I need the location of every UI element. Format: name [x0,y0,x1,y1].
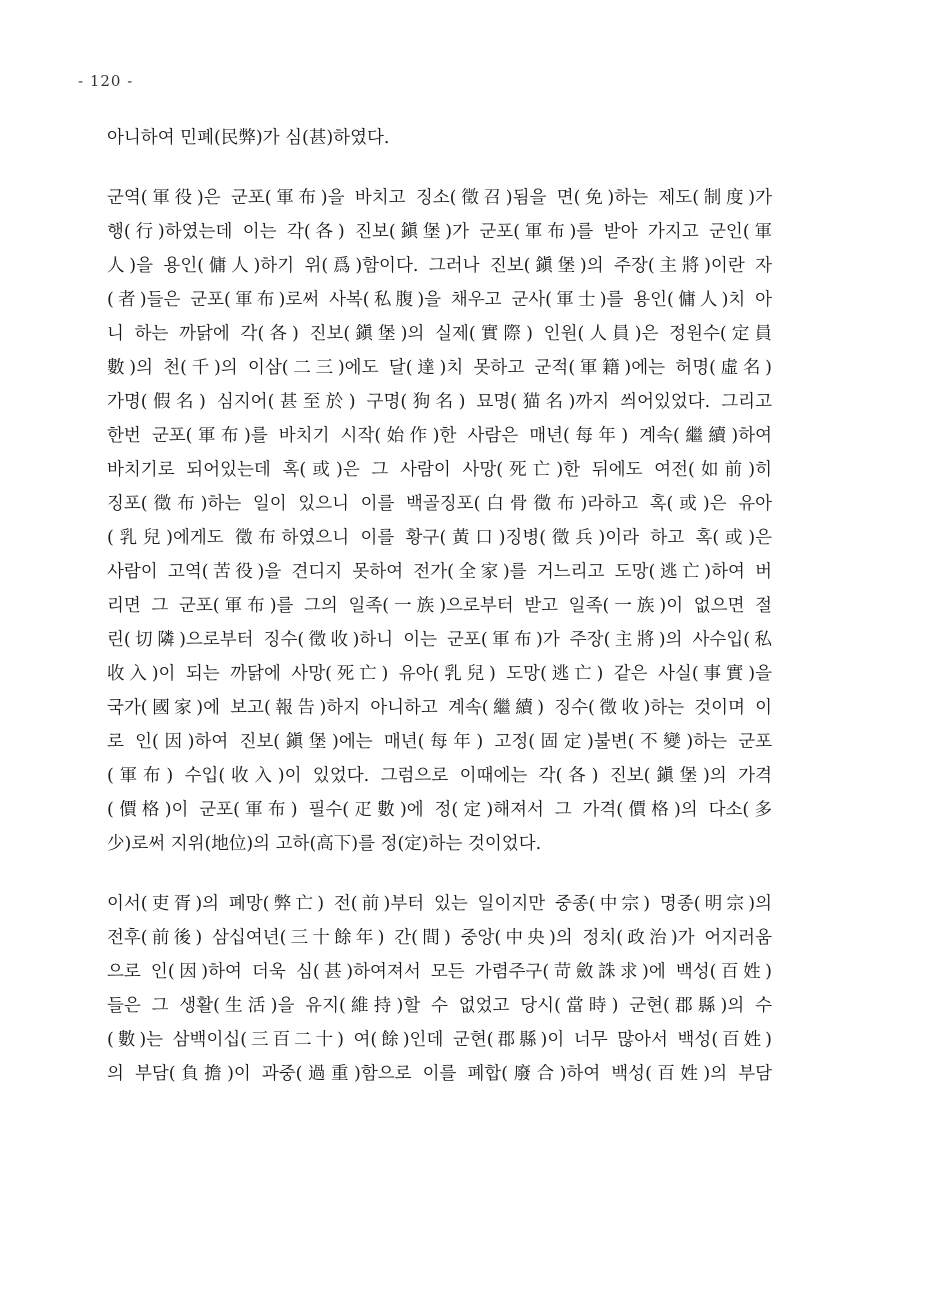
text-line: 人)을 용인(傭人)하기 위(爲)함이다. 그러나 진보(鎭堡)의 주장(主將)이란 자 [107,256,772,276]
text-line: 收入)이 되는 까닭에 사망(死亡) 유아(乳兒) 도망(逃亡) 같은 사실(事實)을 [107,664,772,684]
paragraph [107,121,772,155]
text-line: 행(行)하였는데 이는 각(各) 진보(鎭堡)가 군포(軍布)를 받아 가지고 군인(軍 [107,222,772,242]
page-number: - 120 - [78,72,134,90]
paragraph [107,887,772,1091]
text-line: 아니하여 민폐(民弊)가 심(甚)하였다. [107,128,390,148]
text-line: (者)들은 군포(軍布)로써 사복(私腹)을 채우고 군사(軍士)를 용인(傭人)치 아 [107,290,772,310]
text-line: 들은 그 생활(生活)을 유지(維持)할 수 없었고 당시(當時) 군현(郡縣)의 수 [107,996,772,1016]
text-line: (乳兒)에게도 徵布하였으니 이를 황구(黃口)징병(徵兵)이라 하고 혹(或)은 [107,528,772,548]
text-line: 으로 인(因)하여 더욱 심(甚)하여져서 모든 가렴주구(苛斂誅求)에 백성(百姓) [107,962,772,982]
text-line: 한번 군포(軍布)를 바치기 시작(始作)한 사람은 매년(每年) 계속(繼續)하여 [107,426,772,446]
text-line: 數)의 천(千)의 이삼(二三)에도 달(達)치 못하고 군적(軍籍)에는 허명(虛名) [107,358,772,378]
text-line: 이서(吏胥)의 폐망(弊亡) 전(前)부터 있는 일이지만 중종(中宗) 명종(明宗)의 [107,894,772,914]
text-line: 징포(徵布)하는 일이 있으니 이를 백골징포(白骨徵布)라하고 혹(或)은 유아 [107,494,772,514]
text-line: 니 하는 까닭에 각(各) 진보(鎭堡)의 실제(實際) 인원(人員)은 정원수(定員 [107,324,772,344]
text-line: (軍布) 수입(收入)이 있었다. 그럼으로 이때에는 각(各) 진보(鎭堡)의 가격 [107,766,772,786]
text-line: 사람이 고역(苦役)을 견디지 못하여 전가(全家)를 거느리고 도망(逃亡)하여 버 [107,562,772,582]
text-line: 전후(前後) 삼십여년(三十餘年) 간(間) 중앙(中央)의 정치(政治)가 어지러움 [107,928,772,948]
text-line: 가명(假名) 심지어(甚至於) 구명(狗名) 묘명(猫名)까지 씌어있었다. 그리고 [107,392,772,412]
body-text [107,121,772,1091]
text-line: (數)는 삼백이십(三百二十) 여(餘)인데 군현(郡縣)이 너무 많아서 백성(百姓) [107,1030,772,1050]
text-line: 바치기로 되어있는데 혹(或)은 그 사람이 사망(死亡)한 뒤에도 여전(如前)히 [107,460,772,480]
text-line: 린(切隣)으로부터 징수(徵收)하니 이는 군포(軍布)가 주장(主將)의 사수입(私 [107,630,772,650]
text-line: 군역(軍役)은 군포(軍布)을 바치고 징소(徵召)됨을 면(免)하는 제도(制度)가 [107,188,772,208]
text-line: (價格)이 군포(軍布) 필수(疋數)에 정(定)해져서 그 가격(價格)의 다소(多 [107,800,772,820]
text-line: 의 부담(負擔)이 과중(過重)함으로 이를 폐합(廢合)하여 백성(百姓)의 부담 [107,1064,772,1084]
text-line: 少)로써 지위(地位)의 고하(高下)를 정(定)하는 것이었다. [107,834,542,854]
text-line: 로 인(因)하여 진보(鎭堡)에는 매년(每年) 고정(固定)불변(不變)하는 군포 [107,732,772,752]
text-line: 국가(國家)에 보고(報告)하지 아니하고 계속(繼續) 징수(徵收)하는 것이며 이 [107,698,772,718]
paragraph [107,181,772,861]
text-line: 리면 그 군포(軍布)를 그의 일족(一族)으로부터 받고 일족(一族)이 없으면 절 [107,596,772,616]
